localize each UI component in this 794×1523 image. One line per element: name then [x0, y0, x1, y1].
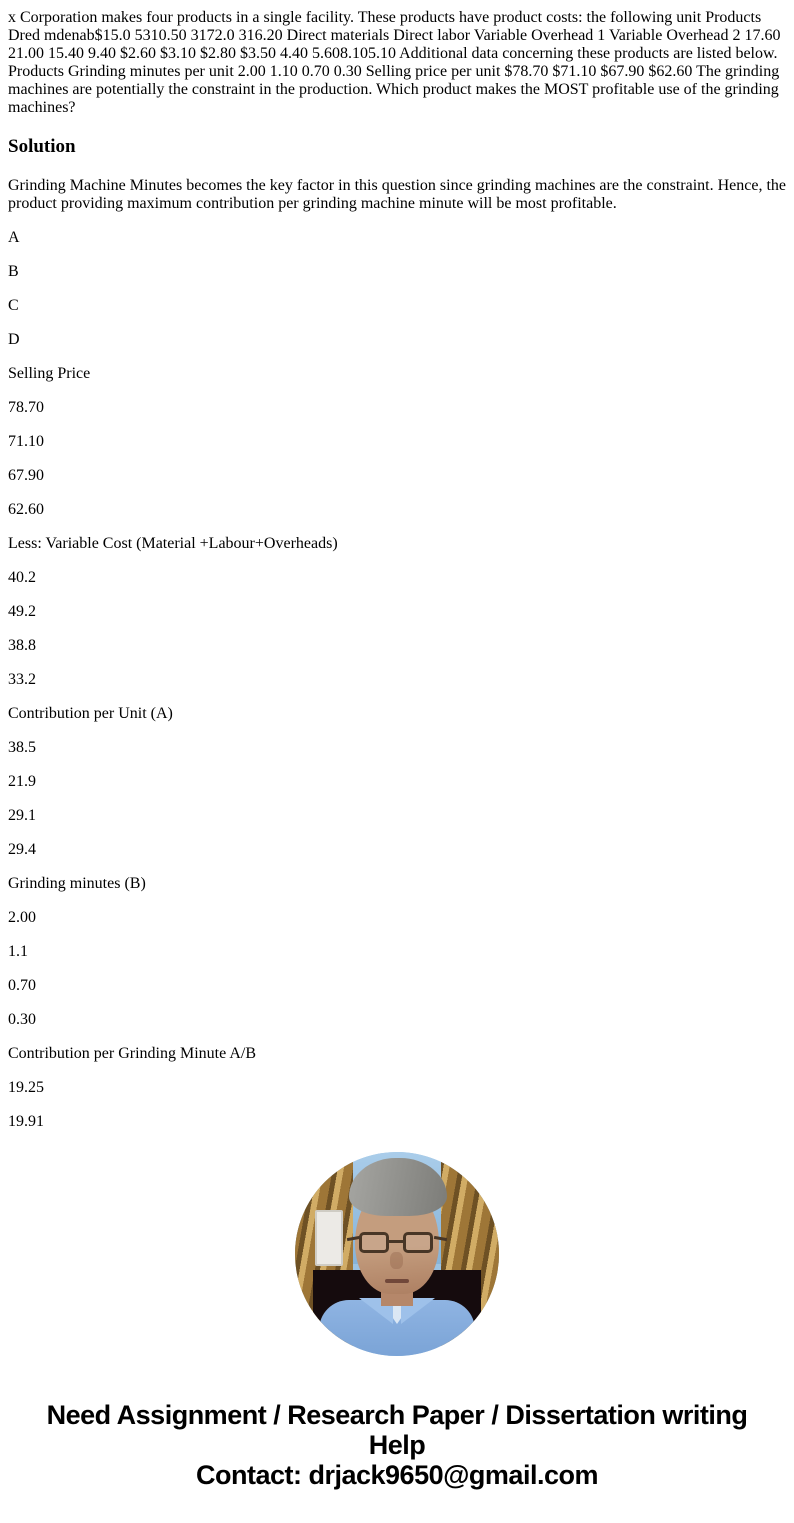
solution-line: 0.30: [8, 1011, 36, 1028]
avatar-glasses-bridge: [388, 1240, 404, 1243]
solution-lines: [8, 229, 786, 1126]
question-text: x Corporation makes four products in a single facility. These products have product costs: the following unit Products Dred mdenab$15.0 5310.50 3172.0 316.20 Direct materials Direct labor Variable Overhead 1 Variable Overhead 2 17.60 21.00 15.40 9.40 $2.60 $3.10 $2.80 $3.50 4.40 5.608.105.10 Additional data concerning these products are listed below. Products Grinding minutes per unit 2.00 1.10 0.70 0.30 Selling price per unit $78.70 $71.10 $67.90 $62.60 The grinding machines are potentially the constraint in the production. Which product makes the MOST profitable use of the grinding machines?: [8, 9, 781, 116]
instructor-avatar: [295, 1152, 499, 1356]
solution-line: 62.60: [8, 501, 44, 518]
solution-line: Grinding minutes (B): [8, 875, 146, 892]
solution-line: A: [8, 229, 20, 246]
footer-banner: [0, 1400, 794, 1490]
avatar-mouth: [385, 1279, 409, 1283]
solution-line: 67.90: [8, 467, 44, 484]
solution-line: Contribution per Grinding Minute A/B: [8, 1045, 256, 1062]
solution-line: Less: Variable Cost (Material +Labour+Overheads): [8, 535, 338, 552]
solution-line: 1.1: [8, 943, 28, 960]
solution-line: B: [8, 263, 19, 280]
solution-line: 49.2: [8, 603, 36, 620]
solution-line: D: [8, 331, 20, 348]
solution-heading: Solution: [8, 136, 76, 157]
solution-line: 19.91: [8, 1113, 44, 1126]
solution-line: 0.70: [8, 977, 36, 994]
solution-line: C: [8, 297, 19, 314]
solution-line: Selling Price: [8, 365, 91, 382]
avatar-glasses-right-lens: [403, 1232, 433, 1253]
solution-line: 78.70: [8, 399, 44, 416]
avatar-glasses-left-lens: [359, 1232, 389, 1253]
solution-line: 19.25: [8, 1079, 44, 1096]
footer-contact-text: Contact: drjack9650@gmail.com: [196, 1460, 598, 1490]
solution-line: 29.4: [8, 841, 36, 858]
footer-help-text: Need Assignment / Research Paper / Dissertation writing Help: [46, 1400, 748, 1460]
solution-line: 40.2: [8, 569, 36, 586]
solution-line: 21.9: [8, 773, 36, 790]
avatar-row: [0, 1152, 794, 1356]
solution-intro: Grinding Machine Minutes becomes the key factor in this question since grinding machines are the constraint. Hence, the product providing maximum contribution per grinding machine minute will be most profitable.: [8, 177, 786, 212]
solution-line: 38.5: [8, 739, 36, 756]
solution-line: 71.10: [8, 433, 44, 450]
avatar-nose: [390, 1252, 403, 1269]
avatar-wall-panel: [315, 1210, 343, 1266]
solution-line: Contribution per Unit (A): [8, 705, 173, 722]
solution-line: 29.1: [8, 807, 36, 824]
solution-line: 33.2: [8, 671, 36, 688]
solution-line: 38.8: [8, 637, 36, 654]
solution-line: 2.00: [8, 909, 36, 926]
